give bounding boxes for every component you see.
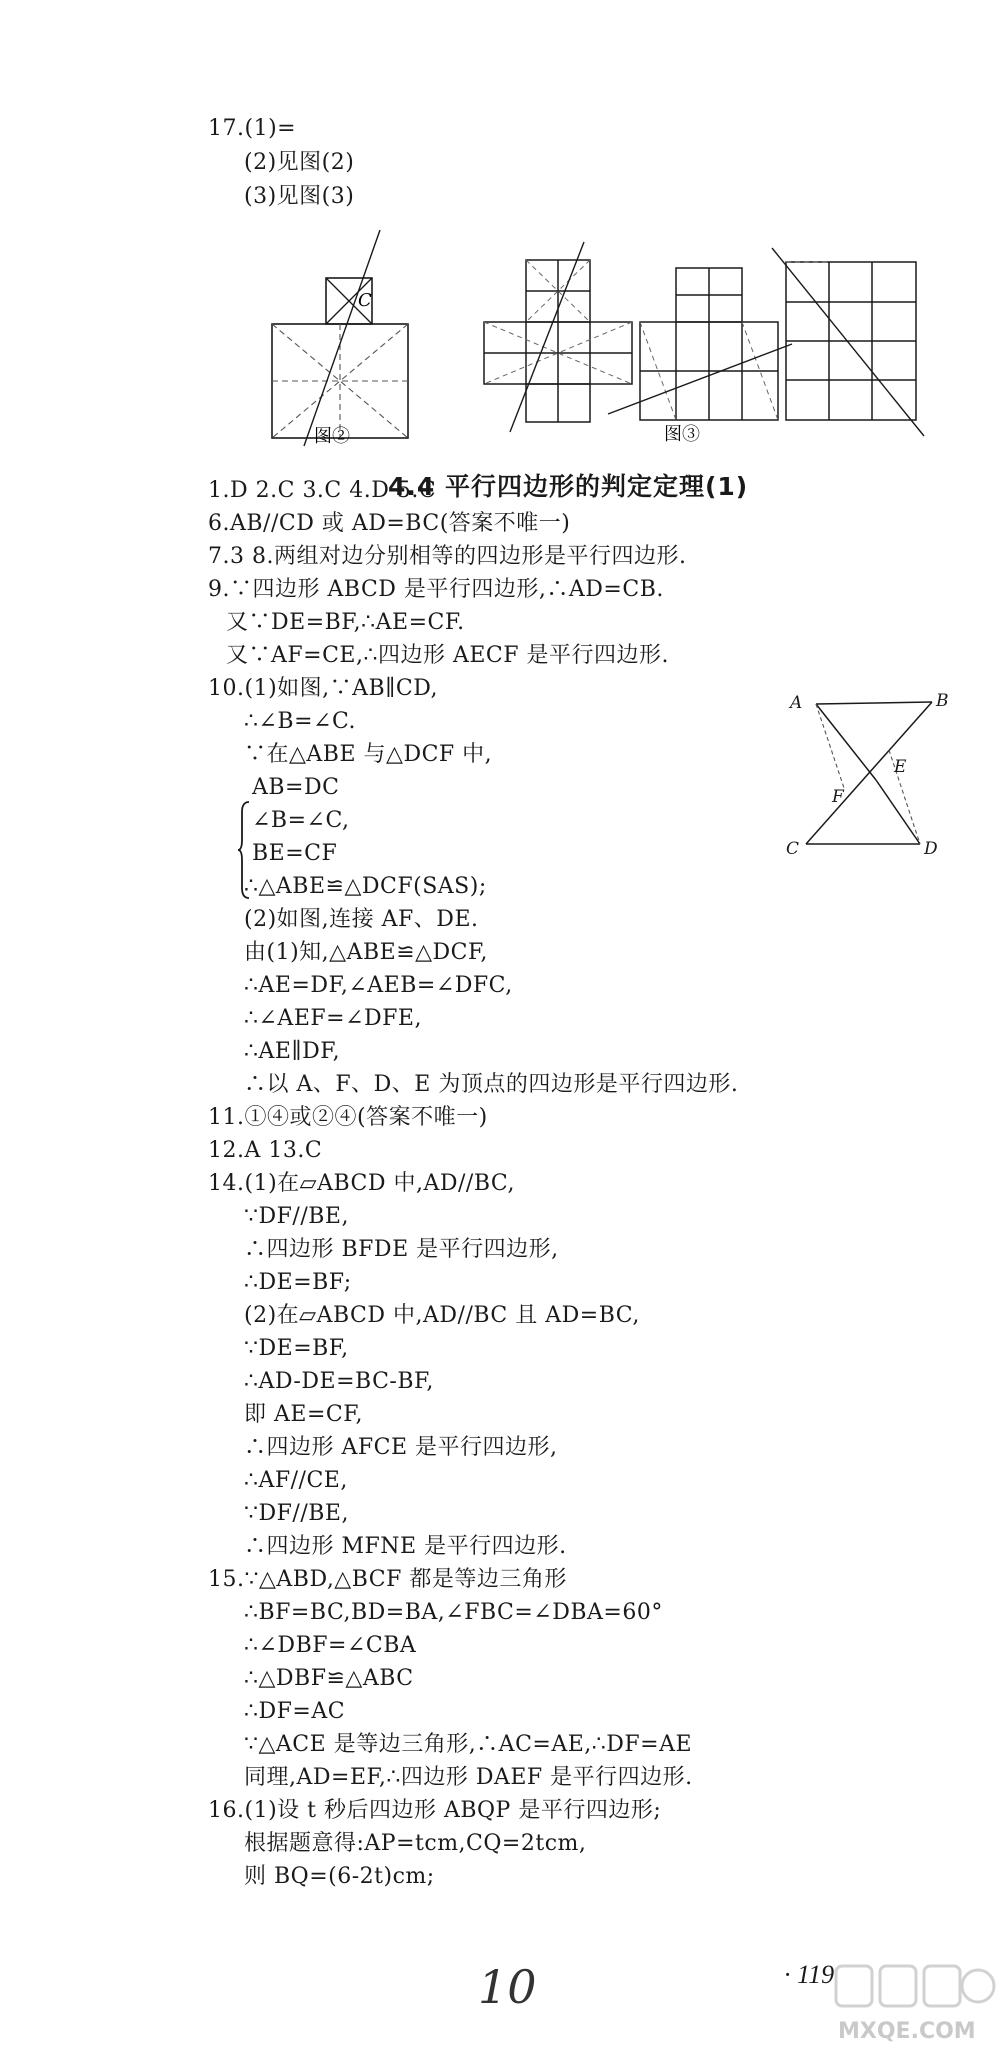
text-line: ∴AE∥DF, bbox=[244, 1039, 341, 1064]
text-line: 1.D 2.C 3.C 4.D 5.C bbox=[208, 478, 437, 503]
text-line: ∴以 A、F、D、E 为顶点的四边形是平行四边形. bbox=[244, 1072, 739, 1097]
handwritten-note: 10 bbox=[478, 1960, 537, 2014]
page-number: · 119 bbox=[784, 1960, 835, 1989]
text-line: AB=DC bbox=[252, 775, 340, 800]
figure-2-point-c: C bbox=[358, 290, 372, 311]
text-line: ∵DF//BE, bbox=[244, 1204, 349, 1229]
text-line: (2)在▱ABCD 中,AD//BC 且 AD=BC, bbox=[244, 1303, 640, 1328]
point-f: F bbox=[832, 787, 844, 807]
text-line: 10.(1)如图,∵AB∥CD, bbox=[208, 676, 439, 701]
text-line: 12.A 13.C bbox=[208, 1138, 323, 1163]
text-line: 9.∵四边形 ABCD 是平行四边形,∴AD=CB. bbox=[208, 577, 664, 602]
text-line: ∴∠AEF=∠DFE, bbox=[244, 1006, 422, 1031]
text-line: ∴四边形 BFDE 是平行四边形, bbox=[244, 1237, 559, 1262]
text-line: ∴四边形 AFCE 是平行四边形, bbox=[244, 1435, 558, 1460]
text-line: (2)如图,连接 AF、DE. bbox=[244, 907, 479, 932]
text-line: ∴AD-DE=BC-BF, bbox=[244, 1369, 434, 1394]
watermark-text: MXQE.COM bbox=[838, 2019, 976, 2044]
text-line: ∴∠B=∠C. bbox=[244, 709, 357, 734]
text-line: 即 AE=CF, bbox=[244, 1402, 364, 1427]
text-line: ∵DF//BE, bbox=[244, 1501, 349, 1526]
text-line: 6.AB//CD 或 AD=BC(答案不唯一) bbox=[208, 511, 571, 536]
text-line: ∵DE=BF, bbox=[244, 1336, 349, 1361]
text-line: ∴∠DBF=∠CBA bbox=[244, 1633, 417, 1658]
text-line: 同理,AD=EF,∴四边形 DAEF 是平行四边形. bbox=[244, 1765, 693, 1790]
point-a: A bbox=[790, 693, 803, 713]
text-line: ∵在△ABE 与△DCF 中, bbox=[244, 742, 493, 767]
text-line: ∴DF=AC bbox=[244, 1699, 346, 1724]
watermark-logo bbox=[828, 1958, 998, 2048]
text-line: ∴△DBF≌△ABC bbox=[244, 1666, 414, 1691]
figure-2-label: 图② bbox=[314, 426, 350, 447]
text-line: ∴△ABE≌△DCF(SAS); bbox=[244, 874, 487, 899]
section-heading: 4.4 平行四边形的判定定理(1) bbox=[388, 472, 749, 501]
text-line: 根据题意得:AP=tcm,CQ=2tcm, bbox=[244, 1831, 587, 1856]
text-line: ∴BF=BC,BD=BA,∠FBC=∠DBA=60° bbox=[244, 1600, 663, 1625]
text-line: 7.3 8.两组对边分别相等的四边形是平行四边形. bbox=[208, 544, 687, 569]
text-line: ∵△ACE 是等边三角形,∴AC=AE,∴DF=AE bbox=[244, 1732, 693, 1757]
problem-10-figure bbox=[784, 688, 964, 858]
text-line: ∴AE=DF,∠AEB=∠DFC, bbox=[244, 973, 513, 998]
text-line: ∠B=∠C, bbox=[252, 808, 350, 833]
figure-2 bbox=[262, 228, 422, 450]
text-line: 11.①④或②④(答案不唯一) bbox=[208, 1105, 488, 1130]
text-line: 则 BQ=(6-2t)cm; bbox=[244, 1864, 435, 1889]
figure-3 bbox=[474, 240, 926, 450]
text-line: ∴四边形 MFNE 是平行四边形. bbox=[244, 1534, 567, 1559]
text-line: ∴AF//CE, bbox=[244, 1468, 348, 1493]
text-line: 16.(1)设 t 秒后四边形 ABQP 是平行四边形; bbox=[208, 1798, 662, 1823]
text-line: 15.∵△ABD,△BCF 都是等边三角形 bbox=[208, 1567, 567, 1592]
point-e: E bbox=[894, 757, 907, 777]
point-c: C bbox=[786, 839, 800, 858]
text-line: 17.(1)= bbox=[208, 116, 297, 141]
text-line: BE=CF bbox=[252, 841, 338, 866]
text-line: (2)见图(2) bbox=[244, 150, 355, 175]
text-line: 由(1)知,△ABE≌△DCF, bbox=[244, 940, 488, 965]
text-line: 又∵AF=CE,∴四边形 AECF 是平行四边形. bbox=[226, 643, 669, 668]
text-line: ∴DE=BF; bbox=[244, 1270, 352, 1295]
text-line: (3)见图(3) bbox=[244, 184, 355, 209]
text-line: 又∵DE=BF,∴AE=CF. bbox=[226, 610, 465, 635]
point-b: B bbox=[936, 691, 949, 711]
equation-brace bbox=[238, 800, 250, 900]
text-line: 14.(1)在▱ABCD 中,AD//BC, bbox=[208, 1171, 515, 1196]
point-d: D bbox=[924, 839, 938, 858]
figure-3-label: 图③ bbox=[664, 424, 700, 445]
